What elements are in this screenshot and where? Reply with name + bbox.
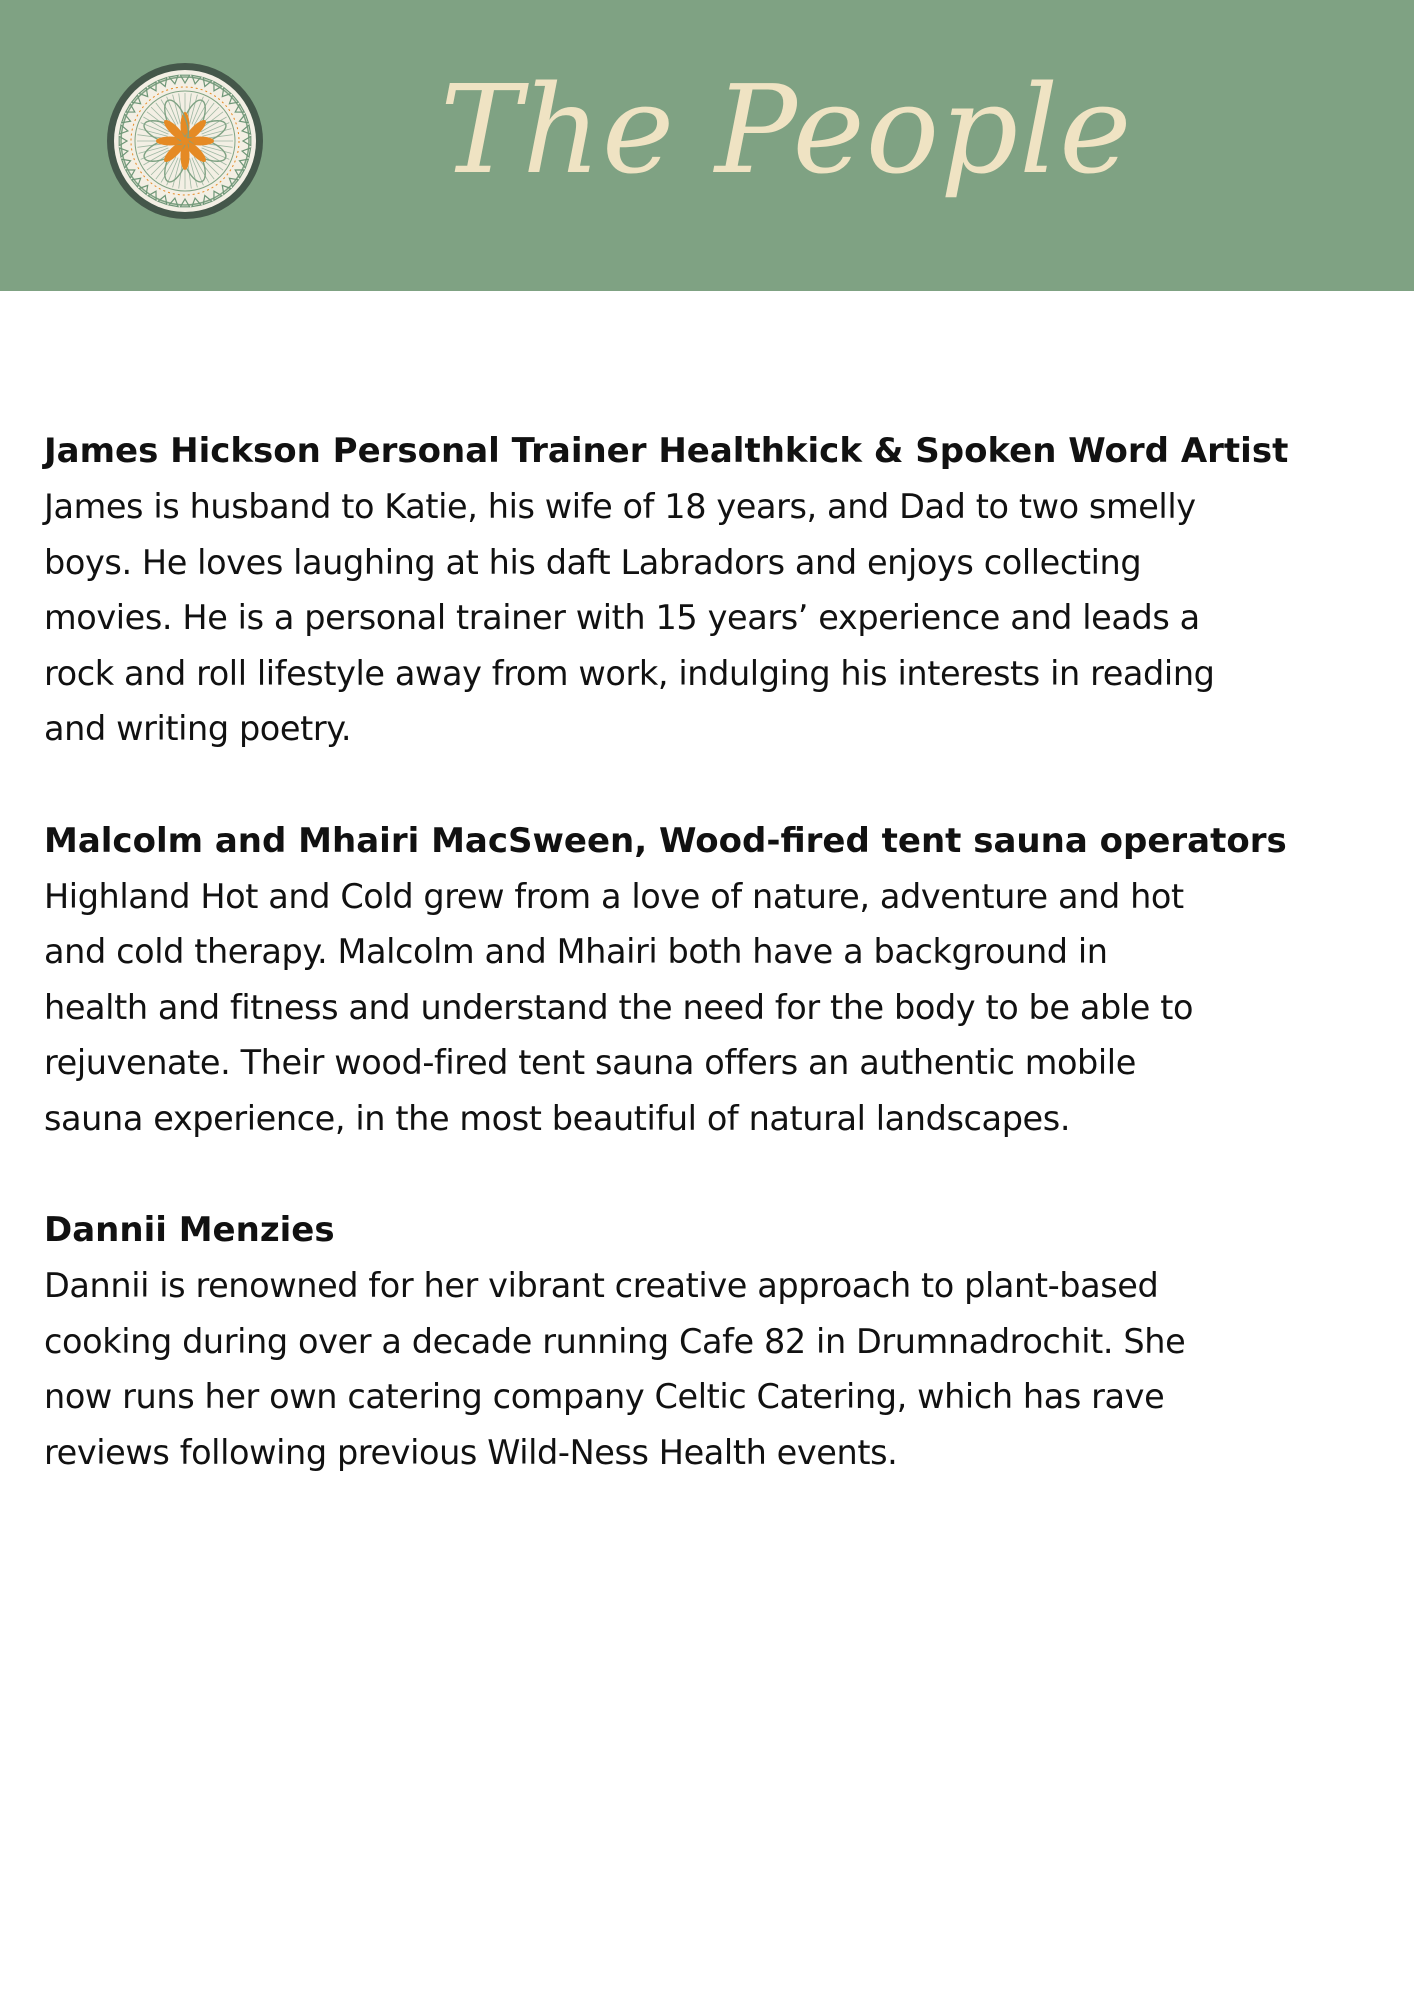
bio-line: and writing poetry. [44,709,352,748]
bio-line: Highland Hot and Cold grew from a love of nature, adventure and hot [44,876,1184,916]
person-bio [44,479,1384,757]
bio-line: movies. He is a personal trainer with 15 years’ experience and leads a [44,598,1200,637]
bio-line: rock and roll lifestyle away from work, indulging his interests in reading [44,653,1215,693]
bio-line: and cold therapy. Malcolm and Mhairi both have a background in [44,932,1108,971]
person-entry [44,1202,1384,1480]
person-name: James Hickson Personal Trainer Healthkick & Spoken Word Artist [44,431,1289,471]
bio-line: now runs her own catering company Celtic Catering, which has rave [44,1377,1165,1416]
bio-line: reviews following previous Wild-Ness Health events. [44,1432,898,1472]
person-bio [44,869,1384,1147]
bio-line: Dannii is renowned for her vibrant creative approach to plant-based [44,1266,1159,1305]
mandala-flower-logo-icon [105,61,265,221]
bio-line: sauna experience, in the most beautiful of natural landscapes. [44,1098,1071,1138]
person-name: Malcolm and Mhairi MacSween, Wood-fired tent sauna operators [44,820,1287,861]
bio-line: James is husband to Katie, his wife of 18 years, and Dad to two smelly [44,487,1196,526]
person-entry [44,423,1384,757]
page-title: The People [440,59,1133,201]
bio-line: health and fitness and understand the need for the body to be able to [44,987,1194,1027]
people-list [44,423,1384,1536]
person-name: Dannii Menzies [44,1210,335,1250]
bio-line: cooking during over a decade running Cafe 82 in Drumnadrochit. She [44,1321,1186,1361]
bio-line: boys. He loves laughing at his daft Labradors and enjoys collecting [44,542,1142,582]
bio-line: rejuvenate. Their wood-fired tent sauna offers an authentic mobile [44,1043,1136,1082]
person-entry [44,813,1384,1147]
person-bio [44,1258,1384,1480]
header-banner [0,0,1414,291]
